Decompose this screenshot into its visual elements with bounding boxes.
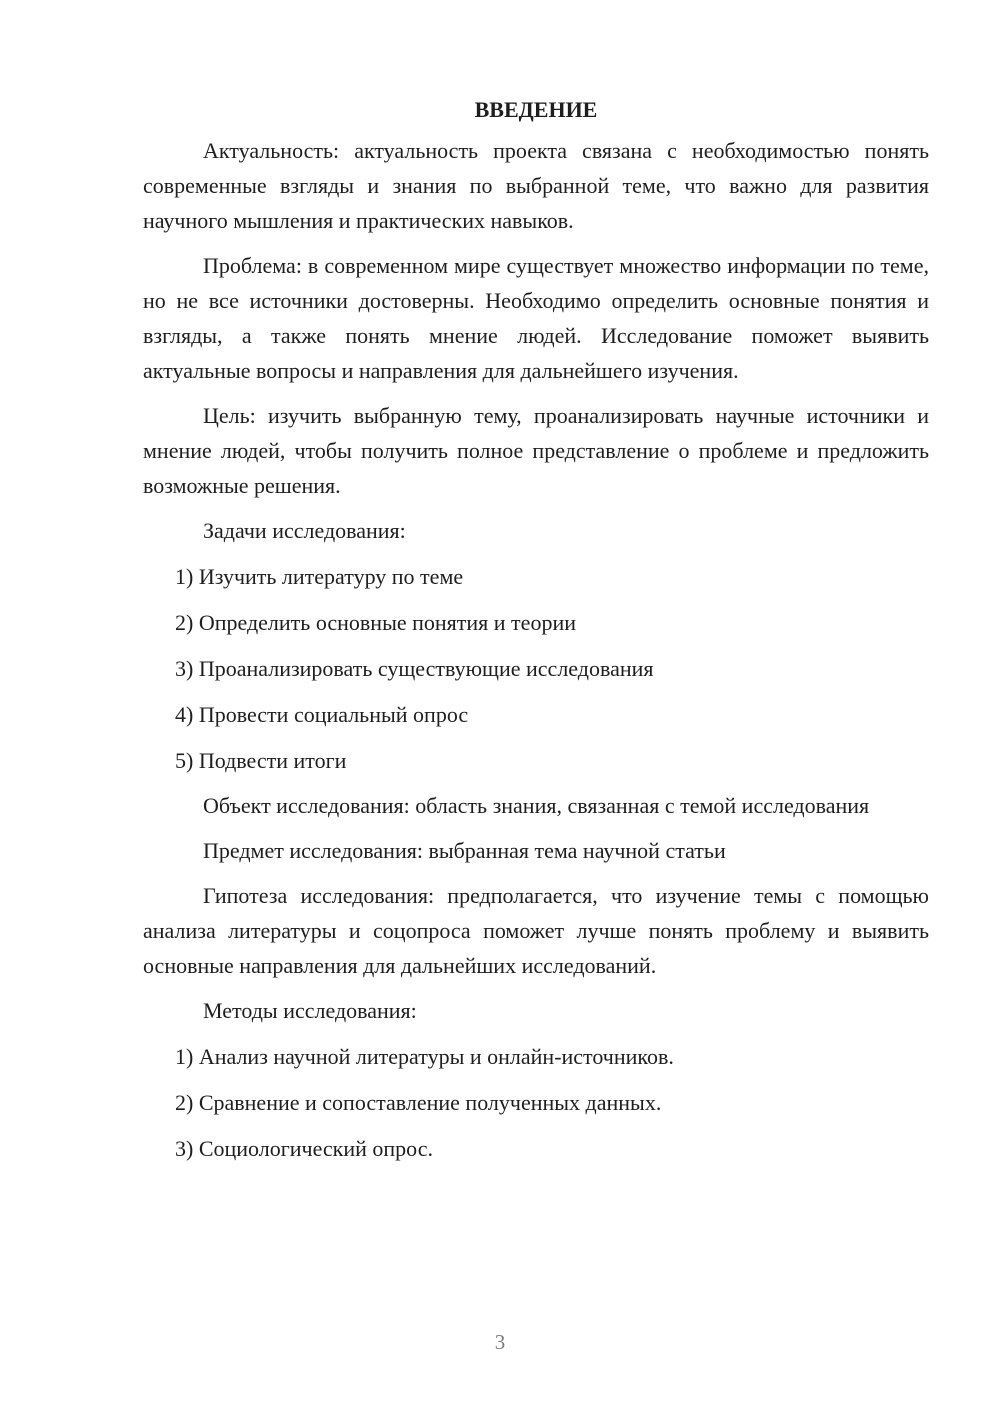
hypothesis-paragraph: Гипотеза исследования: предполагается, что изучение темы с помощью анализа литературы и соцопроса поможет лучше понять проблему и выявить основные направления для дальнейших исследований. <box>143 883 929 978</box>
page-title: ВВЕДЕНИЕ <box>474 97 598 122</box>
object-paragraph: Объект исследования: область знания, связанная с темой исследования <box>203 793 870 818</box>
list-item: 2) Сравнение и сопоставление полученных данных. <box>175 1090 662 1115</box>
subject-paragraph: Предмет исследования: выбранная тема научной статьи <box>203 838 726 863</box>
methods-heading: Методы исследования: <box>203 998 417 1023</box>
list-item: 1) Изучить литературу по теме <box>175 564 464 589</box>
list-item: 5) Подвести итоги <box>175 748 347 773</box>
list-item: 2) Определить основные понятия и теории <box>175 610 576 635</box>
list-item: 4) Провести социальный опрос <box>175 702 469 727</box>
list-item: 1) Анализ научной литературы и онлайн-источников. <box>175 1044 674 1069</box>
relevance-paragraph: Актуальность: актуальность проекта связана с необходимостью понять современные взгляды и знания по выбранной теме, что важно для развития научного мышления и практических навыков. <box>143 138 929 233</box>
tasks-heading: Задачи исследования: <box>203 518 406 543</box>
list-item: 3) Социологический опрос. <box>175 1136 433 1161</box>
page-number: 3 <box>494 1330 506 1354</box>
goal-paragraph: Цель: изучить выбранную тему, проанализировать научные источники и мнение людей, чтобы получить полное представление о проблеме и предложить возможные решения. <box>143 403 929 498</box>
problem-paragraph: Проблема: в современном мире существует множество информации по теме, но не все источники достоверны. Необходимо определить основные понятия и взгляды, а также понять мнение людей. Исследование поможет выявить актуальные вопросы и направления для дальнейшего изучения. <box>143 253 929 383</box>
tasks-list <box>143 559 929 778</box>
document-page <box>143 93 929 1166</box>
list-item: 3) Проанализировать существующие исследования <box>175 656 654 681</box>
methods-list <box>143 1039 929 1166</box>
